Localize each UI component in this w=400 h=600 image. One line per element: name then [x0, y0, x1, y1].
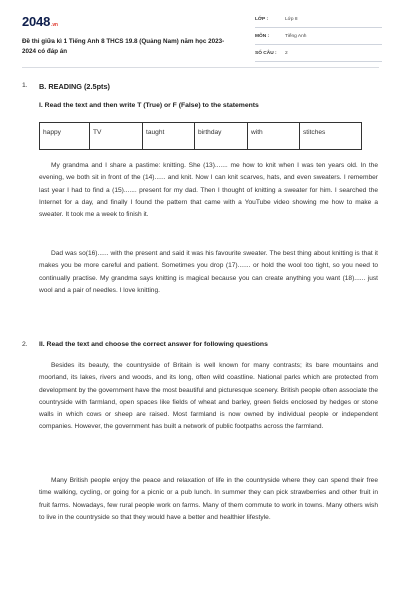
word-bank-item: birthday [195, 123, 248, 149]
logo-text: 2048 [22, 14, 51, 29]
meta-value: 2 [285, 51, 288, 56]
exam-title: Đề thi giữa kì 1 Tiếng Anh 8 THCS 19.8 (Quảng Nam) năm học 2023-2024 có đáp án [22, 38, 225, 55]
site-logo[interactable] [22, 14, 58, 29]
meta-row-question-count [255, 50, 382, 62]
word-bank-item: stitches [303, 129, 326, 136]
word-bank-item: happy [40, 123, 90, 149]
word-bank-item: with [248, 123, 300, 149]
word-bank [39, 122, 362, 150]
word-bank-item: TV [90, 123, 143, 149]
meta-label: MÔN : [255, 34, 270, 39]
meta-label: SỐ CÂU : [255, 51, 277, 56]
page-header [22, 14, 382, 66]
logo-suffix: .vn [51, 22, 58, 28]
question-number: 2. [22, 341, 28, 348]
reading-paragraph: Dad was so(16)...... with the present and said it was his favourite sweater. The best thing about knitting is that it makes you be more careful and patient. Sometimes you drop (17)....... or hold the wool too tight, so you need to continually practise. My grandma says knitting is magical because you can create anything you want (18)...... just wool and a pair of needles. I love knitting. [39, 250, 378, 294]
exercise-instruction: I. Read the text and then write T (True) or F (False) to the statements [39, 102, 259, 109]
word-bank-item: taught [143, 123, 195, 149]
meta-value: Tiếng Anh [285, 34, 307, 39]
meta-row-subject [255, 33, 382, 45]
exam-meta [255, 16, 382, 67]
reading-paragraph: Many British people enjoy the peace and relaxation of life in the countryside where they can spend their free time walking, cycling, or going for a picnic or a pub lunch. In summer they can pick strawberries and other fruit in fruit farms. Nowadays, few rural people work on farms. Many of them commute to work in towns. Many others wish to live in the countryside so that they would have a better and healthier lifestyle. [39, 477, 378, 521]
meta-value: Lớp 8 [285, 17, 298, 22]
section-title: II. Read the text and choose the correct answer for following questions [39, 341, 268, 348]
header-divider [22, 67, 379, 68]
section-title: B. READING (2.5pts) [39, 82, 110, 91]
reading-paragraph: Besides its beauty, the countryside of Britain is well known for many contrasts; its bare mountains and moorland, its lakes, rivers and woods, and its long, often wild coastline. National parks which are protected from development by the government have the most beautiful and picturesque scenery. British people often associate the countryside with farmland, open spaces like fields of wheat and barley, green fields enclosed by hedges or stone walls in which cows or sheep are raised. Most farmland is now owned by individual people or independent companies. However, the government has built a network of public footpaths across the farmland. [39, 362, 378, 431]
question-number: 1. [22, 82, 28, 89]
reading-paragraph: My grandma and I share a pastime: knitting. She (13)....... me how to knit when I was ten years old. In the evening, we both sit in front of the (14)...... and knit. Now I can knit scarves, hats, and even sweaters. I remember last year I had to find a (15)....... present for my dad. Then I thought of knitting a sweater for him. I searched the Internet for a day, and finally I found the pattern that came with a YouTube video showing me how to make a sweater. It took me a week to finish it. [39, 162, 378, 219]
meta-label: LỚP : [255, 17, 269, 22]
meta-row-class [255, 16, 382, 28]
